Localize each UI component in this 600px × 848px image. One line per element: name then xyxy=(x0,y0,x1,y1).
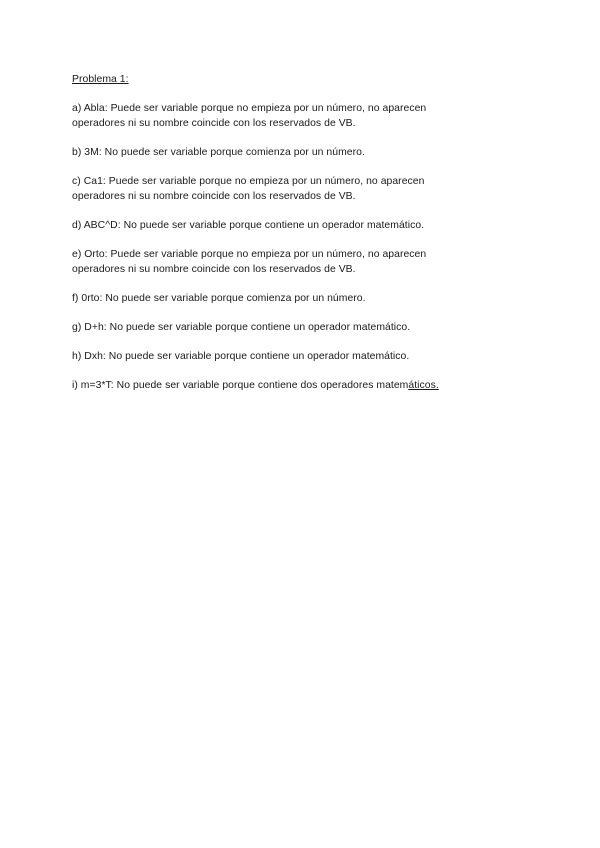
answer-item-f: f) 0rto: No puede ser variable porque comienza por un número. xyxy=(72,293,366,304)
answer-item-i-underlined-text: áticos. xyxy=(408,380,439,391)
answer-item-i-text: i) m=3*T: No puede ser variable porque contiene dos operadores matem xyxy=(72,380,409,391)
answer-item-a: a) Abla: Puede ser variable porque no empieza por un número, no aparecen operadores ni su nombre coincide con los reservados de VB. xyxy=(72,103,427,129)
answer-item-d: d) ABC^D: No puede ser variable porque contiene un operador matemático. xyxy=(72,220,425,231)
answer-item-e: e) Orto: Puede ser variable porque no empieza por un número, no aparecen operadores ni su nombre coincide con los reservados de VB. xyxy=(72,249,427,275)
answer-item-c: c) Ca1: Puede ser variable porque no empieza por un número, no aparecen operadores ni su nombre coincide con los reservados de VB. xyxy=(72,176,425,202)
document-body xyxy=(72,72,472,407)
answer-item-g: g) D+h: No puede ser variable porque contiene un operador matemático. xyxy=(72,322,411,333)
answer-item-i xyxy=(72,378,472,393)
document-title: Problema 1: xyxy=(72,74,129,85)
answer-item-h: h) Dxh: No puede ser variable porque contiene un operador matemático. xyxy=(72,351,410,362)
answer-item-b: b) 3M: No puede ser variable porque comienza por un número. xyxy=(72,147,365,158)
